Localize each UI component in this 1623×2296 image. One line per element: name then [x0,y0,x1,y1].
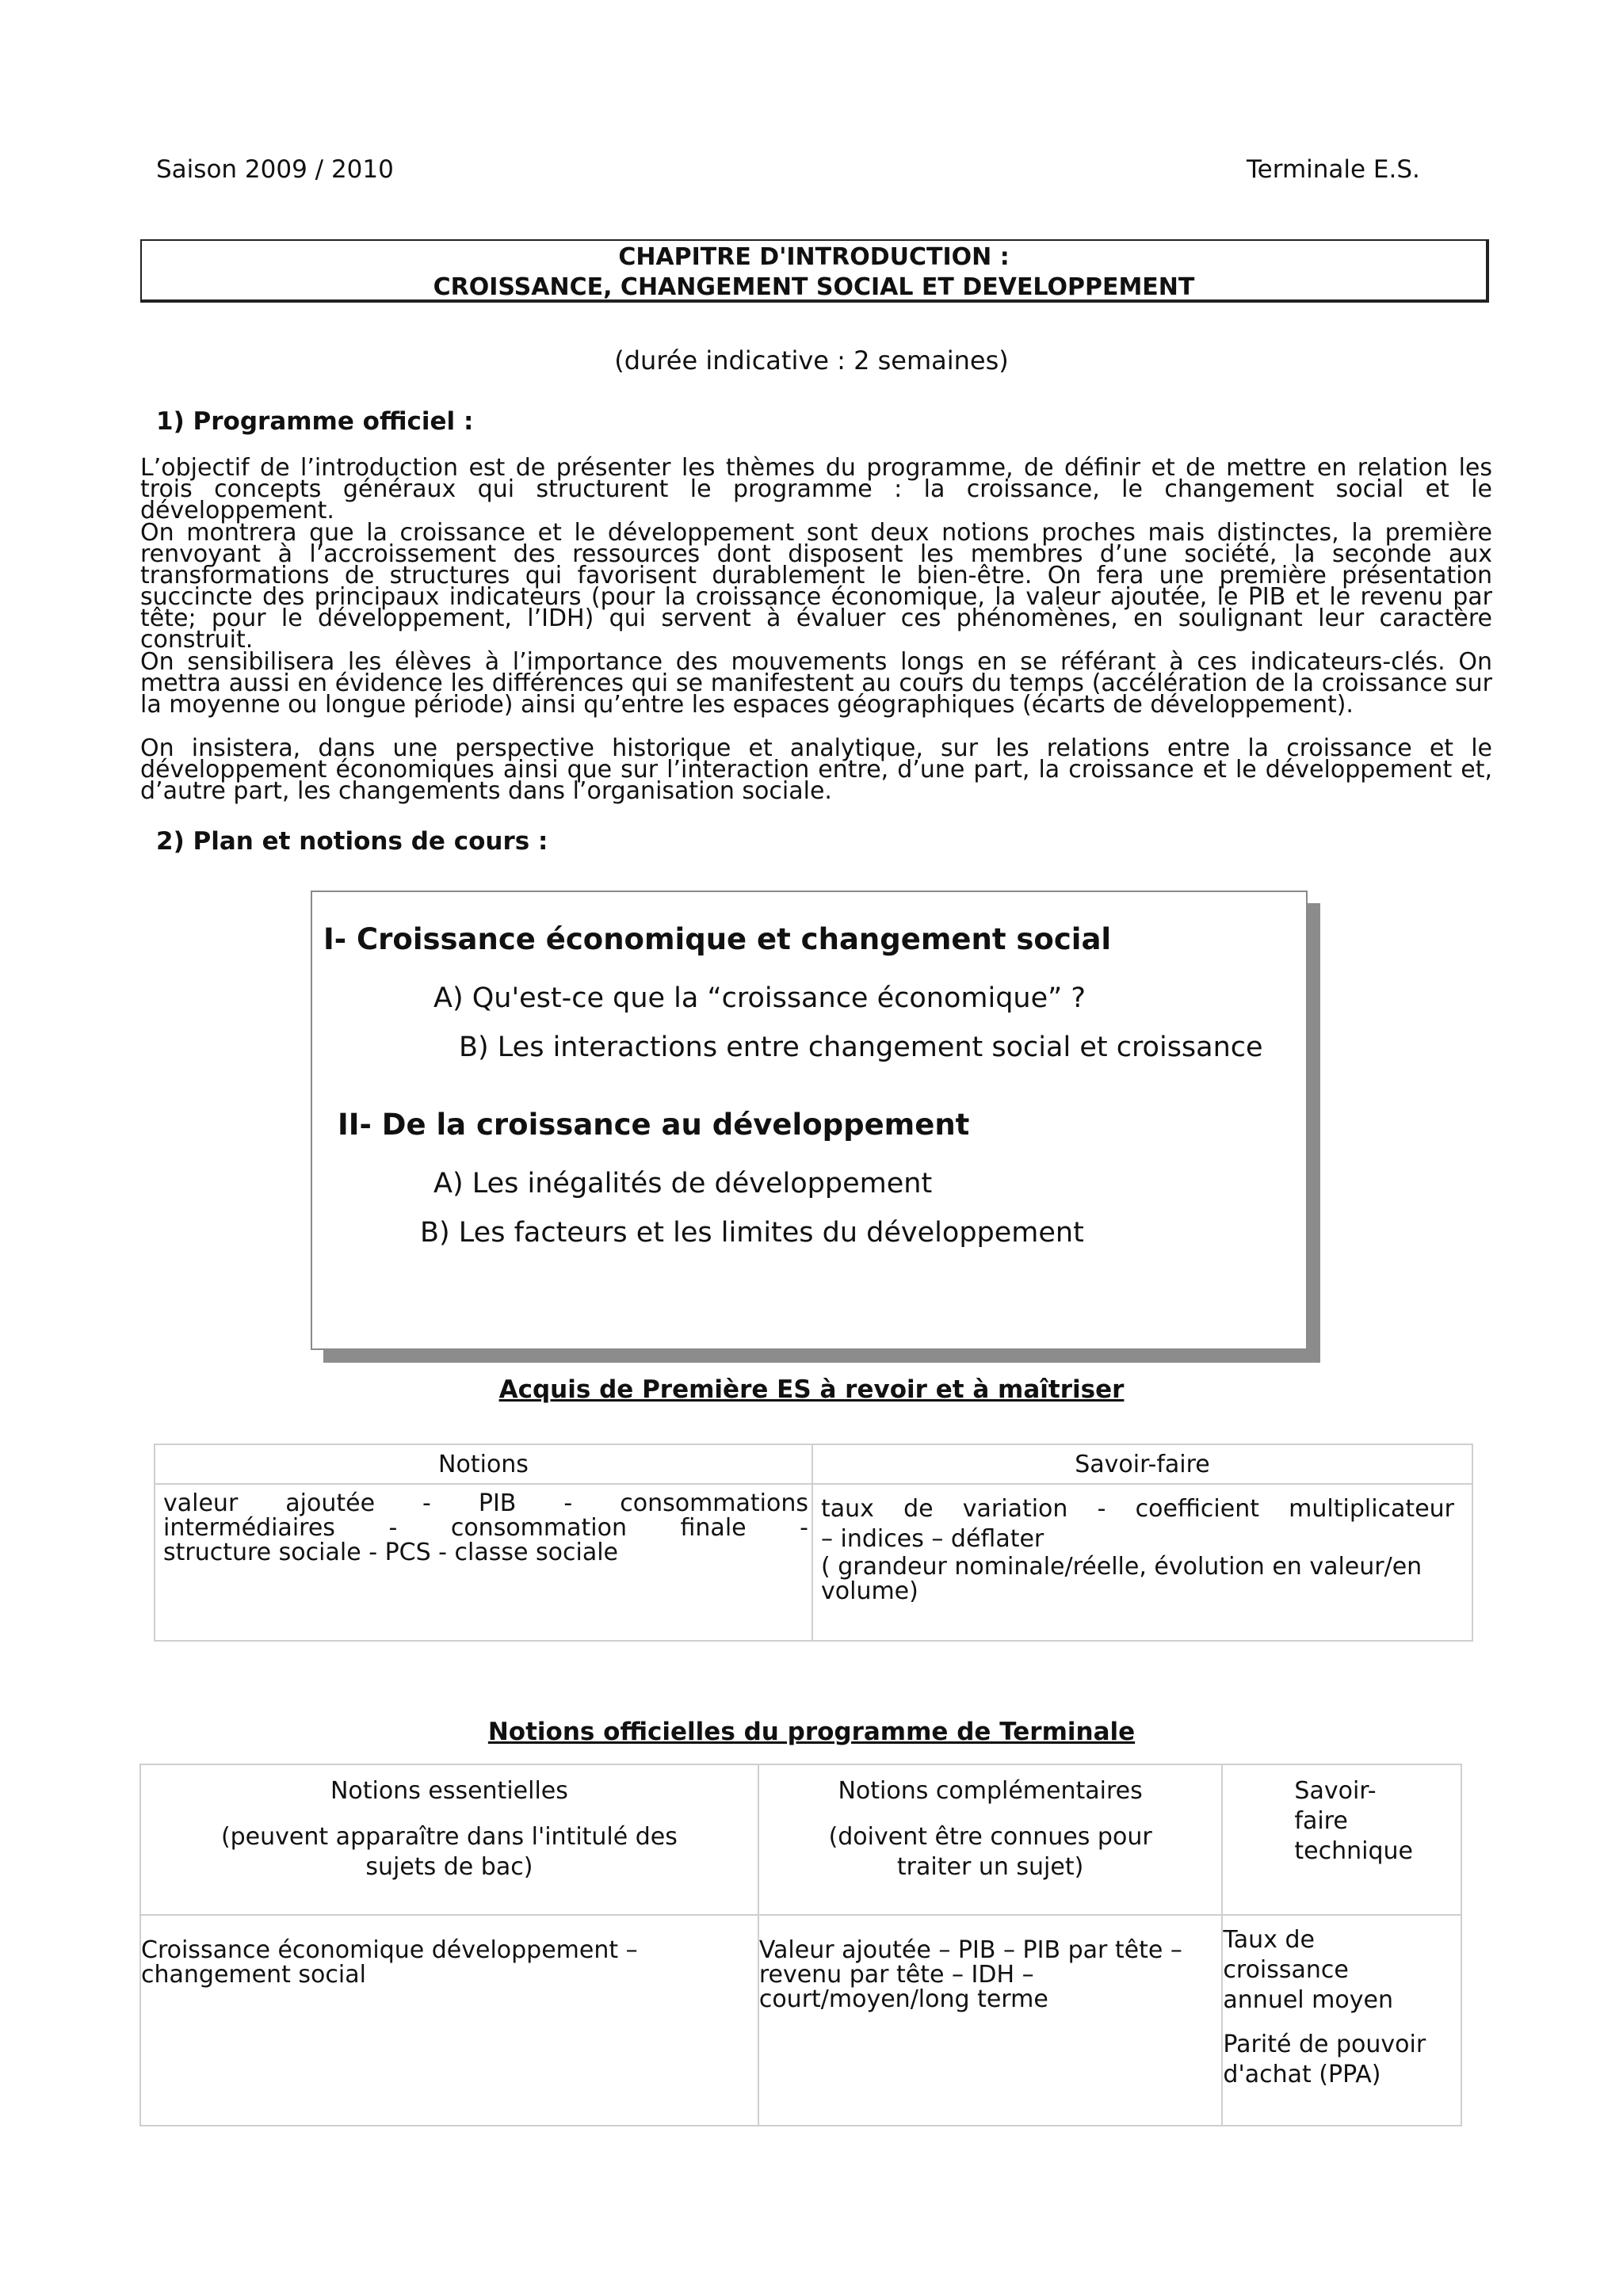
officielles-head-complementaires [758,1764,1223,1915]
officielles-title: Notions officielles du programme de Terminale [487,1718,1136,1746]
programme-paragraph-3: On sensibilisera les élèves à l’importance des mouvements longs en se référant à ces indicateurs-clés. On mettra aussi en évidence les différences qui se manifestent au cours du temps (accélération de la croissance sur la moyenne ou longue période) ainsi qu’entre les espaces géographiques (écarts de développement). [140,648,1492,719]
officielles-col3-body [1222,1915,1461,2126]
season-label: Saison 2009 / 2010 [156,155,394,184]
acquis-header-savoir-faire: Savoir-faire [812,1444,1472,1484]
officielles-col2-head: Notions complémentaires [838,1777,1143,1805]
officielles-col3-head: Savoir-faire technique [1294,1777,1413,1865]
duration-note: (durée indicative : 2 semaines) [614,345,1009,376]
section-1-heading: 1) Programme officiel : [156,407,474,436]
acquis-savoir-line: taux de variation - coefficient multiplicateur [821,1495,1454,1523]
officielles-head-savoir-faire [1222,1764,1461,1915]
officielles-col3-body-1: Taux de croissance annuel moyen [1223,1926,1393,2014]
plan-part-2-b: B) Les facteurs et les limites du développement [420,1217,1084,1249]
acquis-savoir-cell [812,1484,1472,1641]
plan-part-1-title: I- Croissance économique et changement social [323,922,1112,956]
plan-part-1-b: B) Les interactions entre changement social et croissance [459,1032,1263,1063]
officielles-table [139,1764,1462,2126]
plan-part-1-a: A) Qu'est-ce que la “croissance économique” ? [433,982,1086,1014]
plan-part-2-a: A) Les inégalités de développement [433,1168,933,1199]
acquis-notions-line: intermédiaires - consommation finale - [163,1514,808,1542]
officielles-col1-head: Notions essentielles [330,1777,568,1805]
officielles-col2-body: Valeur ajoutée – PIB – PIB par tête – revenu par tête – IDH – court/moyen/long terme [758,1915,1223,2126]
programme-paragraph-4: On insistera, dans une perspective historique et analytique, sur les relations entre la croissance et le développement économiques ainsi que sur l’interaction entre, d’une part, la croissance et le développement et, d’autre part, les changements dans l’organisation sociale. [140,734,1492,805]
chapter-title-line2: CROISSANCE, CHANGEMENT SOCIAL ET DEVELOPPEMENT [433,273,1195,301]
chapter-title-line1: CHAPITRE D'INTRODUCTION : [618,243,1010,271]
officielles-col2-sub: (doivent être connues pour traiter un sujet) [828,1823,1152,1881]
officielles-head-essentielles [140,1764,758,1915]
acquis-notions-cell [155,1484,812,1641]
section-2-heading: 2) Plan et notions de cours : [156,827,548,856]
plan-part-2-title: II- De la croissance au développement [338,1108,970,1142]
acquis-notions-line: valeur ajoutée - PIB - consommations [163,1489,808,1517]
programme-paragraph-1: L’objectif de l’introduction est de présenter les thèmes du programme, de définir et de mettre en relation les trois concepts généraux qui structurent le programme : la croissance, le changement social et le développement. [140,454,1492,524]
officielles-col1-body: Croissance économique développement – changement social [140,1915,758,2126]
acquis-savoir-line: ( grandeur nominale/réelle, évolution en valeur/en volume) [821,1553,1423,1605]
acquis-title: Acquis de Première ES à revoir et à maîtriser [498,1375,1125,1404]
chapter-title-box [140,239,1489,303]
acquis-table [154,1444,1473,1642]
officielles-col3-body-2: Parité de pouvoir d'achat (PPA) [1223,2031,1426,2088]
acquis-savoir-line: – indices – déflater [821,1525,1044,1553]
programme-paragraph-2: On montrera que la croissance et le développement sont deux notions proches mais distinctes, la première renvoyant à l’accroissement des ressources dont disposent les membres d’une société, la seconde aux transformations de structures qui favorisent durablement le bien-être. On fera une première présentation succincte des principaux indicateurs (pour la croissance économique, la valeur ajoutée, le PIB et le revenu par tête; pour le développement, l’IDH) qui servent à évaluer ces phénomènes, en soulignant leur caractère construit. [140,519,1492,654]
acquis-header-notions: Notions [155,1444,812,1484]
officielles-col1-sub: (peuvent apparaître dans l'intitulé des sujets de bac) [220,1823,678,1881]
acquis-notions-line: structure sociale - PCS - classe sociale [163,1539,618,1566]
class-label: Terminale E.S. [1247,155,1420,184]
